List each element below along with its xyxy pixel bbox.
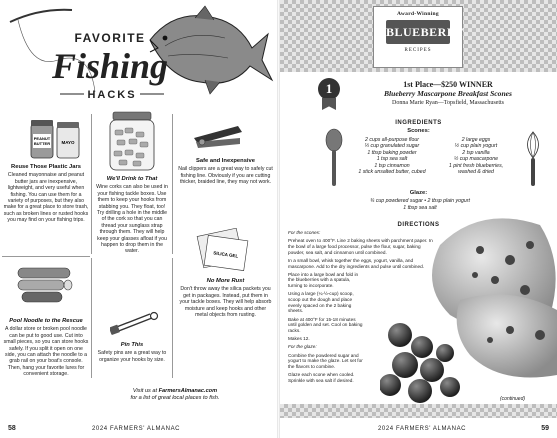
ingredient-item: 1 tsp cinnamon — [374, 162, 410, 169]
recipe-title: Blueberry Mascarpone Breakfast Scones — [383, 89, 513, 98]
recipe-author: Donna Marie Ryan—Topsfield, Massachusetts — [392, 100, 504, 106]
tip-title: We'll Drink to That — [106, 176, 158, 182]
scones-ingredients-col2 — [436, 137, 516, 175]
right-page — [280, 0, 557, 438]
tip-nail-clippers — [178, 158, 273, 186]
winner-block — [348, 80, 548, 106]
tip-title: Pin This — [120, 342, 144, 348]
tip-body: Wine corks can also be used in your fishing tackle boxes. Use them to keep your hooks from stabbing you. They float, too! Try drilling a hole in the middle of the cork so that you can thread your sunglass strap through them. They will help keep your glasses afloat if you happen to drop them in the water. — [96, 184, 168, 255]
ingredients-heading: INGREDIENTS — [395, 120, 442, 126]
first-place-medal-icon: 1 — [318, 78, 340, 100]
tip-plastic-jars — [3, 164, 89, 224]
hero-word-hacks: HACKS — [87, 89, 137, 101]
wooden-spoon-icon — [320, 128, 348, 188]
hero-word-favorite: FAVORITE — [74, 31, 146, 45]
safety-pin-icon — [110, 306, 160, 336]
tip-body: Don't throw away the silica packets you get in packages. Instead, put them in your tackle boxes. They will help absorb moisture and keep hooks and other metal objects from rusting. — [179, 286, 272, 319]
row-divider — [2, 256, 90, 257]
fishing-hacks-hero — [0, 0, 277, 112]
badge-recipes: RECIPES — [404, 48, 432, 53]
column-divider — [91, 258, 92, 378]
visit-prefix: Visit us at — [132, 388, 159, 394]
scones-subheading: Scones: — [407, 128, 430, 134]
direction-step: Bake at 400°F for 15-18 minutes until golden and set. Cool on baking racks. — [288, 316, 363, 334]
column-divider — [172, 258, 173, 378]
ingredient-item: ½ cup mascarpone — [453, 156, 499, 163]
direction-step: Preheat oven to 400°F. Line 2 baking sheets with parchment paper. In the bowl of a large food processor, pulse the flour, sugar, baking powder, sea salt, and cinnamon until combined. — [288, 238, 433, 255]
direction-step: Place into a large bowl and fold in the blueberries with a spatula, turning to incorporate. — [288, 271, 359, 289]
award-badge — [373, 6, 463, 68]
visit-line2: for a list of great local places to fish. — [130, 395, 220, 401]
tip-title: Pool Noodle to the Rescue — [9, 318, 83, 324]
left-page — [0, 0, 277, 438]
visit-site-link[interactable]: FarmersAlmanac.com — [158, 388, 218, 394]
column-divider — [172, 114, 173, 254]
tip-pool-noodle — [3, 318, 89, 378]
leaping-fish-icon — [150, 6, 272, 94]
gingham-footer-band — [280, 404, 557, 418]
nail-clipper-icon — [190, 116, 246, 154]
tip-safety-pins — [96, 342, 168, 363]
glaze-subheading: Glaze: — [409, 190, 428, 196]
page-number-left: 58 — [8, 425, 16, 432]
tip-body: Cleaned mayonnaise and peanut butter jars are inexpensive, lightweight, and very useful when fishing. You can use them for a variety of purposes, but they also make for a great place to store trash, such as broken lines or rusted hooks you may find on your fishing trips. — [3, 172, 89, 224]
ingredient-item: ⅓ cup granulated sugar — [364, 143, 420, 150]
tip-title: Reuse Those Plastic Jars — [11, 164, 81, 170]
pool-noodle-icon — [12, 262, 82, 306]
badge-title: BLUEBERRY — [386, 20, 450, 44]
jar-label-mayo: MAYO — [61, 140, 75, 145]
ingredient-item: 1 tbsp baking powder — [367, 149, 417, 156]
ingredient-item: 2 large eggs — [461, 137, 491, 143]
glaze-ingredients-line1: ¾ cup powdered sugar • 2 tbsp plain yogurt — [370, 198, 470, 204]
direction-step: In a small bowl, whisk together the eggs, yogurt, vanilla, and mascarpone. Add to the dry ingredients and pulse until combined. — [288, 257, 425, 269]
ingredient-item: ½ cup plain yogurt — [454, 143, 498, 150]
winner-place: 1st Place—$250 WINNER — [403, 80, 493, 89]
plastic-jars-icon — [28, 118, 83, 160]
ingredient-item: 2 tsp vanilla — [462, 149, 490, 156]
directions-heading: DIRECTIONS — [397, 222, 440, 228]
scones-ingredients-col1 — [352, 137, 432, 175]
directions-glaze-label: For the glaze: — [288, 344, 317, 350]
silica-packet-icon — [196, 228, 252, 272]
directions-body — [288, 230, 438, 386]
visit-callout — [100, 388, 250, 402]
ingredient-item: 2 cups all-purpose flour — [365, 137, 419, 143]
tip-silica-packets — [178, 278, 273, 318]
tip-body: Safety pins are a great way to organize your hooks by size. — [97, 350, 167, 363]
hero-word-fishing: Fishing — [51, 46, 169, 86]
direction-step: Using a large (¼-½-cup) scoop, scoop out the dough and place evenly spaced on the 2 baking sheets. — [288, 291, 354, 314]
fishing-rod-icon — [10, 10, 72, 22]
jar-label-peanut: PEANUT — [33, 136, 51, 141]
tip-title: No More Rust — [206, 278, 245, 284]
silica-label: SILICA GEL — [213, 250, 239, 259]
tip-title: Safe and Inexpensive — [196, 158, 255, 164]
ingredient-item: washed & dried — [458, 169, 494, 176]
tip-body: A dollar store or broken pool noodle can be put to good use. Cut into small pieces, so you can store hooks safely. If you split it open on one side, you can attach the noodle to a grab rail on your boat's console. Then, hang your favorite lures for convenient storage. — [3, 326, 89, 378]
tip-wine-corks — [96, 176, 168, 255]
whisk-icon — [520, 130, 546, 188]
medal-ribbon-icon — [322, 98, 336, 110]
page-number-right: 59 — [541, 425, 549, 432]
direction-step: Combine the powdered sugar and yogurt to make the glaze. Let set for the flavors to combine. — [288, 352, 363, 370]
ingredient-item: 1 pint fresh blueberries, — [448, 162, 504, 169]
tip-body: Nail clippers are a great way to safely cut fishing line. Obviously if you are cutting thicker, braided line, they may not work. — [178, 166, 273, 186]
glaze-ingredients-line2: 1 tbsp sea salt — [403, 205, 437, 211]
folio-left: 2024 FARMERS' ALMANAC — [92, 426, 181, 432]
ingredient-item: 1 tsp sea salt — [376, 156, 408, 163]
direction-step: Glaze each scone when cooled. Sprinkle with sea salt if desired. — [288, 372, 355, 383]
badge-award-text: Award-Winning — [397, 11, 439, 17]
directions-scones-label: For the scones: — [288, 230, 321, 235]
ingredient-item: 1 stick unsalted butter, cubed — [358, 169, 426, 176]
continued-note: (continued) — [500, 396, 526, 402]
direction-step: Makes 12. — [288, 336, 310, 342]
column-divider — [91, 114, 92, 254]
jar-label-butter: BUTTER — [33, 141, 51, 146]
folio-right: 2024 FARMERS' ALMANAC — [374, 426, 470, 432]
cork-jar-icon — [105, 110, 160, 172]
